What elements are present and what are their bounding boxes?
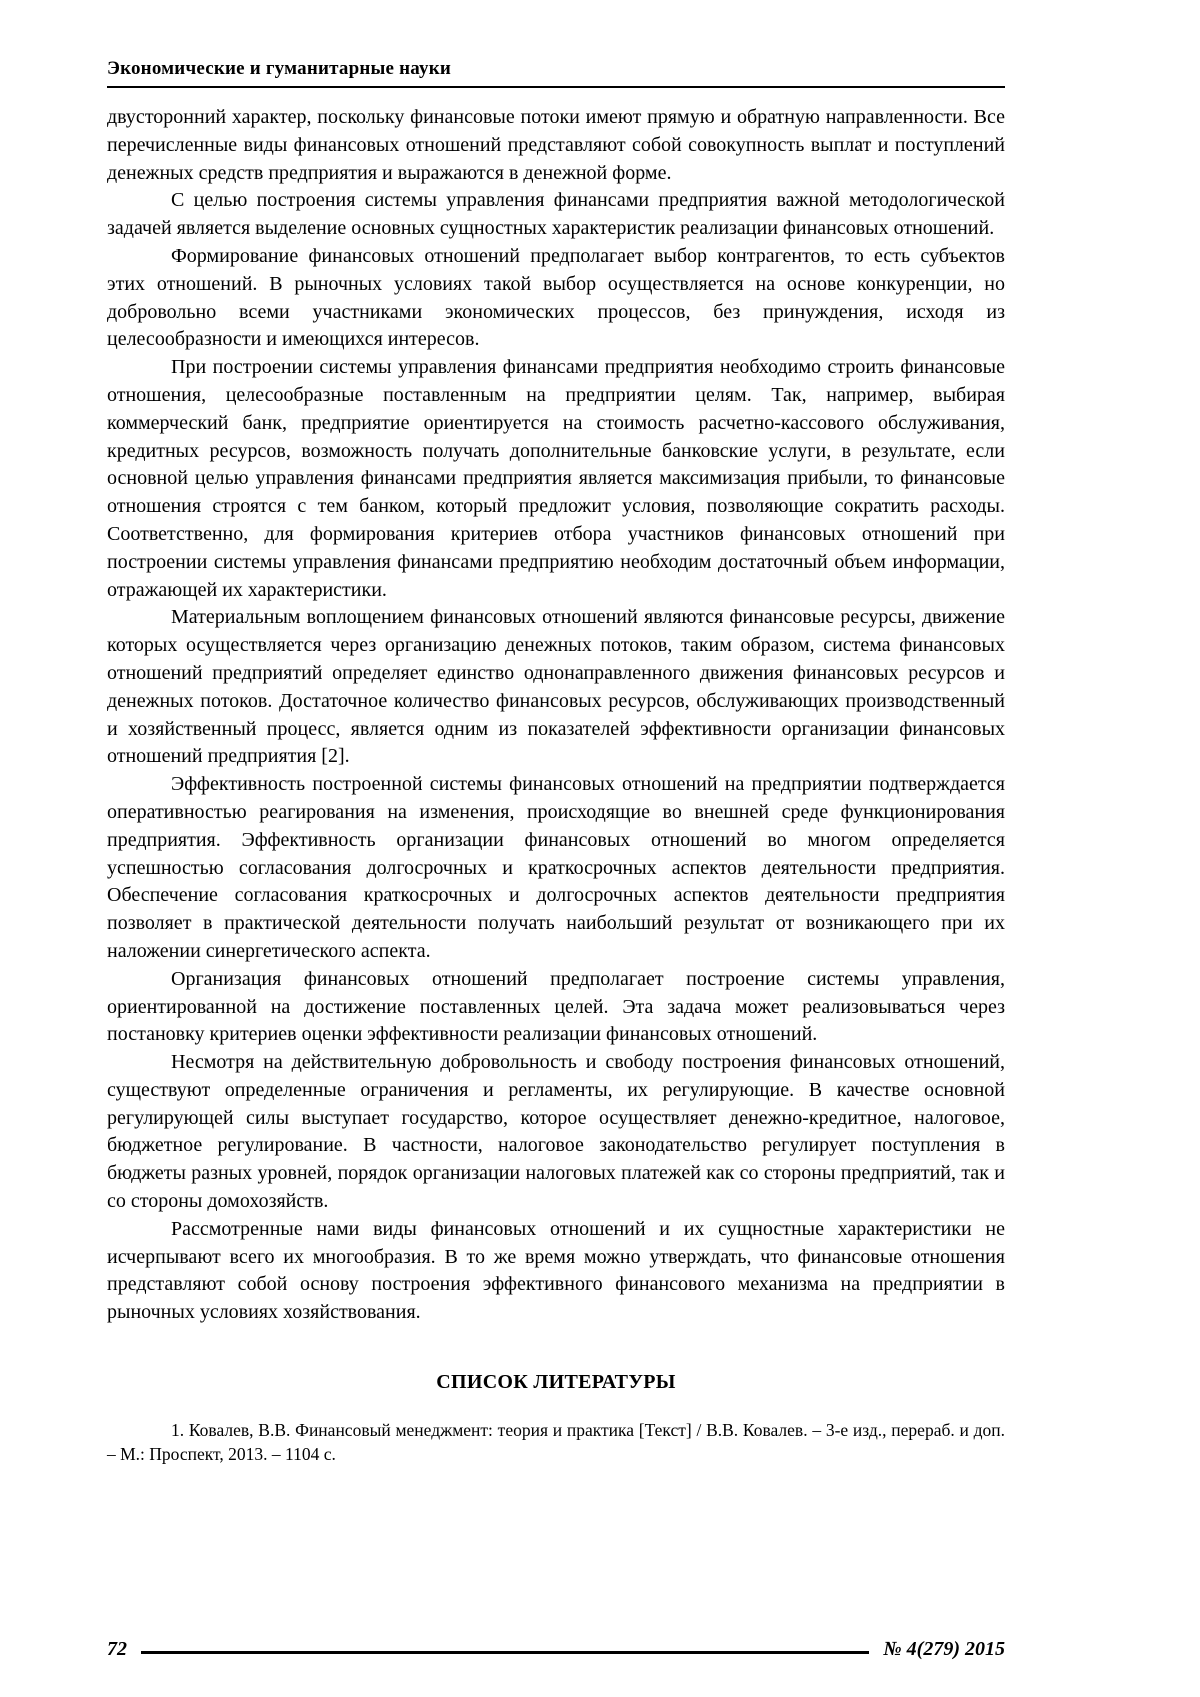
page-number: 72 [107,1638,127,1660]
journal-header [107,58,1005,88]
paragraph: При построении системы управления финансами предприятия необходимо строить финансовые отношения, целесообразные поставленным на предприятии целям. Так, например, выбирая коммерческий банк, предприятие ориентируется на стоимость расчетно-кассового обслуживания, кредитных ресурсов, возможность получать дополнительные банковские услуги, в результате, если основной целью управления финансами предприятия является максимизация прибыли, то финансовые отношения строятся с тем банком, который предложит условия, позволяющие сократить расходы. Соответственно, для формирования критериев отбора участников финансовых отношений при построении системы управления финансами предприятию необходим достаточный объем информации, отражающей их характеристики. [107,356,1005,601]
paragraph: двусторонний характер, поскольку финансовые потоки имеют прямую и обратную направленности. Все перечисленные виды финансовых отношений представляют собой совокупность выплат и поступлений денежных средств предприятия и выражаются в денежной форме. [107,106,1005,184]
paragraph: Рассмотренные нами виды финансовых отношений и их сущностные характеристики не исчерпывают всего их многообразия. В то же время можно утверждать, что финансовые отношения представляют собой основу построения эффективного финансового механизма на предприятии в рыночных условиях хозяйствования. [107,1217,1005,1324]
article-body [107,104,1005,1327]
paragraph: Организация финансовых отношений предполагает построение системы управления, ориентированной на достижение поставленных целей. Эта задача может реализовываться через постановку критериев оценки эффективности реализации финансовых отношений. [107,967,1005,1046]
issue-label: № 4(279) 2015 [883,1638,1005,1660]
footer-rule [141,1651,869,1654]
paragraph: С целью построения системы управления финансами предприятия важной методологической задачей является выделение основных сущностных характеристик реализации финансовых отношений. [107,189,1005,240]
paragraph: Несмотря на действительную добровольность и свободу построения финансовых отношений, существуют определенные ограничения и регламенты, их регулирующие. В качестве основной регулирующей силы выступает государство, которое осуществляет денежно-кредитное, налоговое, бюджетное регулирование. В частности, налоговое законодательство регулирует поступления в бюджеты разных уровней, порядок организации налоговых платежей как со стороны предприятий, так и со стороны домохозяйств. [107,1051,1005,1213]
journal-header-title: Экономические и гуманитарные науки [107,58,452,79]
reference-item: 1. Ковалев, В.В. Финансовый менеджмент: теория и практика [Текст] / В.В. Ковалев. – 3-е изд., перераб. и доп. – М.: Проспект, 2013. – 1104 с. [107,1420,1005,1465]
paragraph: Эффективность построенной системы финансовых отношений на предприятии подтверждается оперативностью реагирования на изменения, происходящие во внешней среде функционирования предприятия. Эффективность организации финансовых отношений во многом определяется успешностью согласования долгосрочных и краткосрочных аспектов деятельности предприятия. Обеспечение согласования краткосрочных и долгосрочных аспектов деятельности предприятия позволяет в практической деятельности получать наибольший результат от возникающего при их наложении синергетического аспекта. [107,773,1005,962]
paragraph: Формирование финансовых отношений предполагает выбор контрагентов, то есть субъектов этих отношений. В рыночных условиях такой выбор осуществляется на основе конкуренции, но добровольно всеми участниками экономических процессов, без принуждения, исходя из целесообразности и имеющихся интересов. [107,244,1005,351]
page-footer [107,1638,1005,1661]
paragraph: Материальным воплощением финансовых отношений являются финансовые ресурсы, движение которых осуществляется через организацию денежных потоков, таким образом, система финансовых отношений предприятий определяет единство однонаправленного движения финансовых ресурсов и денежных потоков. Достаточное количество финансовых ресурсов, обслуживающих производственный и хозяйственный процесс, является одним из показателей эффективности организации финансовых отношений предприятия [2]. [107,606,1005,768]
references-heading: СПИСОК ЛИТЕРАТУРЫ [436,1371,676,1394]
